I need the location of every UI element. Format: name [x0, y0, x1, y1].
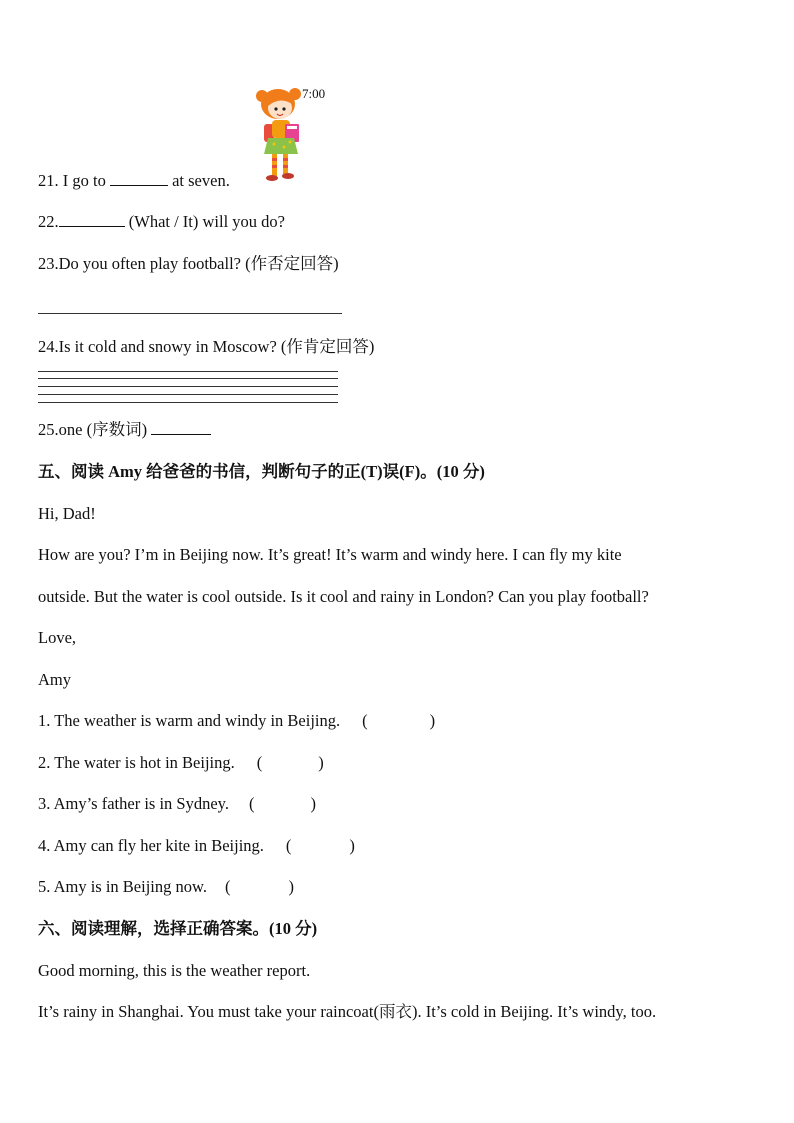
question-22	[38, 212, 285, 232]
question-23-answer-line[interactable]	[38, 313, 342, 314]
question-23: 23.Do you often play football? (作否定回答)	[38, 254, 339, 273]
tf-item-1	[38, 711, 435, 731]
question-22-blank[interactable]	[59, 212, 125, 227]
question-25	[38, 420, 211, 440]
clock-time: 7:00	[302, 86, 326, 101]
tf-item-2-paren-close: )	[318, 753, 324, 772]
tf-item-3	[38, 794, 316, 814]
letter-signature: Amy	[38, 670, 71, 689]
section-6-line-1: Good morning, this is the weather report.	[38, 961, 311, 980]
tf-item-2	[38, 753, 324, 773]
question-24-answer-line-1[interactable]	[38, 371, 338, 372]
tf-item-4	[38, 836, 355, 856]
question-25-blank[interactable]	[151, 420, 211, 435]
tf-item-4-paren-close: )	[349, 836, 355, 855]
tf-item-3-paren-open: (	[248, 794, 255, 813]
section-6-heading: 六、阅读理解，选择正确答案。(10 分)	[38, 919, 318, 938]
tf-item-3-paren-close: )	[310, 794, 316, 813]
tf-item-5	[38, 877, 294, 897]
question-24: 24.Is it cold and snowy in Moscow? (作肯定回答)	[38, 337, 375, 356]
question-24-answer-line-2[interactable]	[38, 378, 338, 379]
tf-item-5-paren-close: )	[288, 877, 294, 896]
question-24-answer-line-5[interactable]	[38, 402, 338, 403]
tf-item-4-text: 4. Amy can fly her kite in Beijing.	[38, 836, 264, 855]
tf-item-1-text: 1. The weather is warm and windy in Beijing.	[38, 711, 341, 730]
question-21-end: at seven.	[167, 171, 230, 190]
question-24-answer-line-4[interactable]	[38, 394, 338, 395]
letter-body-line-2: outside. But the water is cool outside. Is it cool and rainy in London? Can you play football?	[38, 587, 649, 606]
question-21	[38, 171, 230, 191]
question-25-start: 25.one (序数词)	[38, 420, 152, 439]
section-5-heading: 五、阅读 Amy 给爸爸的书信，判断句子的正(T)误(F)。(10 分)	[38, 462, 485, 481]
question-21-start: 21. I go to	[38, 171, 110, 190]
letter-closing: Love,	[38, 628, 77, 647]
question-22-start: 22.	[38, 212, 59, 231]
question-22-end: (What / It) will you do?	[124, 212, 286, 231]
tf-item-2-paren-open: (	[256, 753, 263, 772]
girl-walking-with-books-icon	[252, 84, 314, 186]
tf-item-3-text: 3. Amy’s father is in Sydney.	[38, 794, 229, 813]
question-24-answer-line-3[interactable]	[38, 386, 338, 387]
tf-item-2-text: 2. The water is hot in Beijing.	[38, 753, 235, 772]
letter-greeting: Hi, Dad!	[38, 504, 96, 523]
tf-item-5-paren-open: (	[224, 877, 231, 896]
tf-item-5-text: 5. Amy is in Beijing now.	[38, 877, 207, 896]
section-6-line-2: It’s rainy in Shanghai. You must take your raincoat(雨衣). It’s cold in Beijing. It’s windy, too.	[38, 1002, 657, 1021]
question-21-blank[interactable]	[110, 171, 168, 186]
tf-item-1-paren-close: )	[429, 711, 436, 730]
letter-body-line-1: How are you? I’m in Beijing now. It’s great! It’s warm and windy here. I can fly my kite	[38, 545, 622, 564]
tf-item-4-paren-open: (	[285, 836, 292, 855]
tf-item-1-paren-open: (	[362, 711, 368, 730]
